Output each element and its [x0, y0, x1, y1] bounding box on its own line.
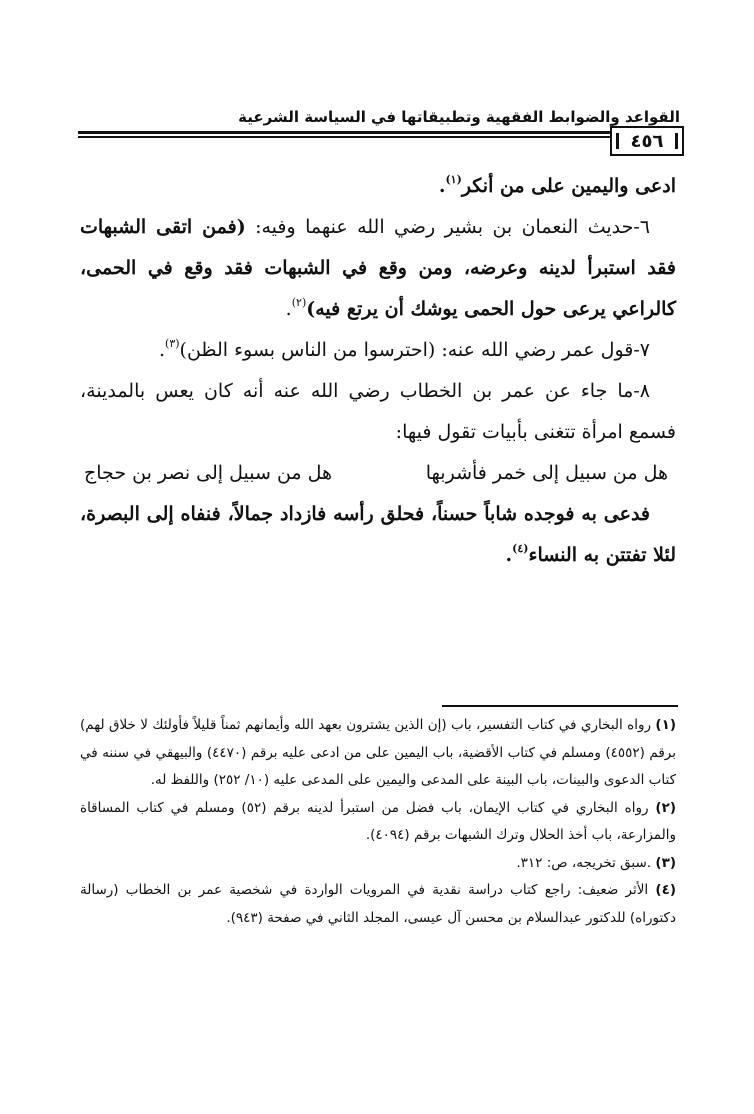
continuation-text: ادعى واليمين على من أنكر — [461, 175, 676, 197]
item-8: ٨-ما جاء عن عمر بن الخطاب رضي الله عنه أنه كان يعس بالمدينة، فسمع امرأة تتغنى بأبيات تقول فيها: — [80, 380, 676, 443]
verse-first-hemistich: هل من سبيل إلى خمر فأشربها — [425, 462, 668, 484]
footnote-number: (٣) — [655, 854, 676, 871]
footnotes — [80, 712, 676, 932]
poem-verse — [80, 453, 676, 494]
item-7-text: ٧-قول عمر رضي الله عنه: (احترسوا من الناس بسوء الظن) — [179, 339, 650, 361]
footnote-number: (٤) — [655, 882, 676, 898]
footnote-separator — [442, 705, 678, 707]
header-rule-thick — [78, 131, 680, 134]
paragraph-continuation: ادعى واليمين على من أنكر$^{(١)}$. — [438, 173, 676, 197]
running-header — [78, 100, 680, 160]
footnote-1 — [80, 712, 676, 795]
item-6-hadith: (فمن اتقى الشبهات فقد استبرأ لدينه وعرضه، ومن وقع في الشبهات فقد وقع في الحمى، كالراعي يرعى حول الحمى يوشك أن يرتع فيه) — [80, 216, 676, 320]
running-header-title: القواعد والضوابط الفقهية وتطبيقاتها في السياسة الشرعية — [238, 108, 680, 126]
footnote-3 — [80, 850, 676, 878]
main-text — [80, 166, 676, 576]
footnote-number: (١) — [655, 717, 677, 733]
footnote-4 — [80, 877, 676, 932]
footnote-2 — [80, 795, 676, 850]
footnote-text: رواه البخاري في كتاب التفسير، باب (إن الذين يشترون بعهد الله وأيمانهم ثمناً قليلاً فأولئك لا خلاق لهم) برقم (٤٥٥٢) ومسلم في كتاب الأقضية، باب اليمين على من ادعى عليه برقم (٤٤٧٠) والبيهقي في سننه في كتاب الدعوى والبينات، باب البينة على المدعى واليمين على المدعى عليه (١٠/ ٢٥٢) واللفظ له. — [80, 717, 677, 788]
footnote-ref-4: (٤) — [512, 542, 529, 555]
footnote-ref-3: (٣) — [165, 337, 180, 350]
footnote-ref-2: (٢) — [291, 296, 307, 309]
item-7: ٧-قول عمر رضي الله عنه: (احترسوا من الناس بسوء الظن)$^{(٣)}$. — [158, 337, 650, 361]
item-6-prefix: ٦-حديث النعمان بن بشير رضي الله عنهما وفيه: — [245, 216, 651, 238]
footnote-text: .سبق تخريجه، ص: ٣١٢. — [516, 854, 652, 871]
footnote-number: (٢) — [655, 799, 676, 816]
item-6: ٦-حديث النعمان بن بشير رضي الله عنهما وفيه: (فمن اتقى الشبهات فقد استبرأ لدينه وعرضه، ومن وقع في الشبهات فقد وقع في الحمى، كالراعي يرعى حول الحمى يوشك أن يرتع فيه)$^{(٢)}$. — [80, 216, 676, 320]
item-8-continuation: فدعى به فوجده شاباً حسناً، فحلق رأسه فازداد جمالاً، فنفاه إلى البصرة، لئلا تفتتن به النساء$^{(٤)}$. — [80, 503, 676, 566]
page-number: ٤٥٦ — [610, 126, 684, 156]
footnote-text: الأثر ضعيف: راجع كتاب دراسة نقدية في المرويات الواردة في شخصية عمر بن الخطاب (رسالة دكتوراه) للدكتور عبدالسلام بن محسن آل عيسى، المجلد الثاني في صفحة (٩٤٣). — [80, 882, 676, 926]
footnote-text: رواه البخاري في كتاب الإيمان، باب فضل من استبرأ لدينه برقم (٥٢) ومسلم في كتاب المساقاة والمزارعة، باب أخذ الحلال وترك الشبهات برقم (٤٠٩٤). — [80, 799, 676, 843]
verse-second-hemistich: هل من سبيل إلى نصر بن حجاج — [84, 462, 333, 484]
footnote-ref-1: (١) — [445, 173, 462, 186]
header-rule-thin — [78, 136, 680, 138]
item-8-continuation-text: فدعى به فوجده شاباً حسناً، فحلق رأسه فازداد جمالاً، فنفاه إلى البصرة، لئلا تفتتن به النساء — [80, 503, 676, 566]
